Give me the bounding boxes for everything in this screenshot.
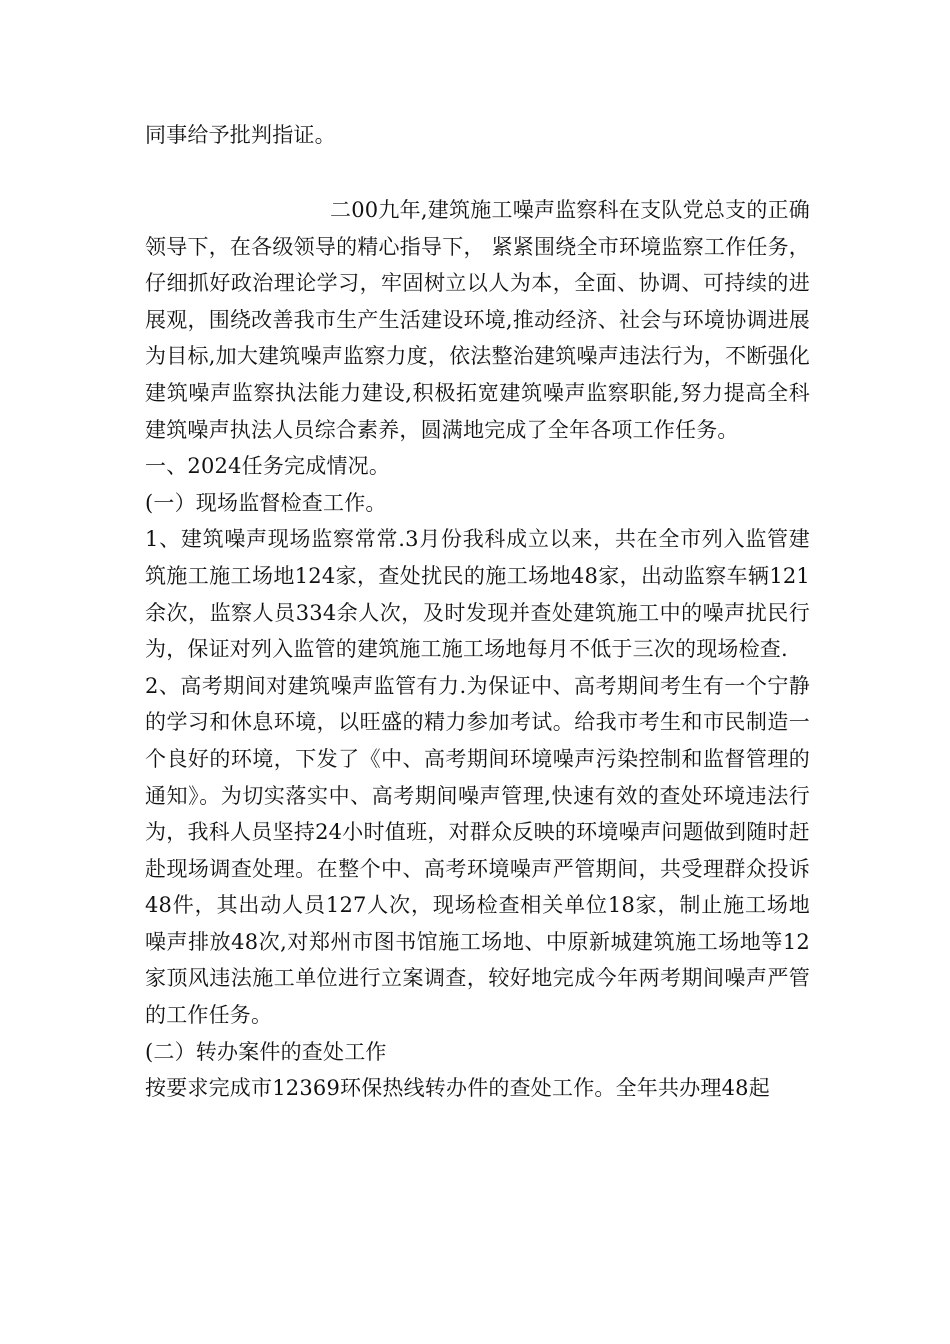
paragraph-item-2: 2、高考期间对建筑噪声监管有力.为保证中、高考期间考生有一个宁静的学习和休息环境，以旺盛的精力参加考试。给我市考生和市民制造一个良好的环境，下发了《中、高考期间环境噪声污染控制和监督管理的通知》。为切实落实中、高考期间噪声管理,快速有效的查处环境违法行为，我科人员坚持24小时值班，对群众反映的环境噪声问题做到随时赶赴现场调查处理。在整个中、高考环境噪声严管期间，共受理群众投诉48件，其出动人员127人次，现场检查相关单位18家，制止施工场地噪声排放48次,对郑州市图书馆施工场地、中原新城建筑施工场地等12家顶风违法施工单位进行立案调查，较好地完成今年两考期间噪声严管的工作任务。 xyxy=(145,673,810,1028)
document-body xyxy=(145,192,810,1107)
paragraph-continuation: 同事给予批判指证。 xyxy=(145,123,336,147)
paragraph-summary: 二00九年,建筑施工噪声监察科在支队党总支的正确领导下，在各级领导的精心指导下， 紧紧围绕全市环境监察工作任务，仔细抓好政治理论学习，牢固树立以人为本，全面、协调、可持续的进展观，围绕改善我市生产生活建设环境,推动经济、社会与环境协调进展为目标,加大建筑噪声监察力度，依法整治建筑噪声违法行为，不断强化建筑噪声监察执法能力建设,积极拓宽建筑噪声监察职能,努力提高全科建筑噪声执法人员综合素养，圆满地完成了全年各项工作任务。 xyxy=(145,198,810,442)
subsection-heading-2: (二）转办案件的查处工作 xyxy=(145,1039,387,1064)
paragraph-item-3: 按要求完成市12369环保热线转办件的查处工作。全年共办理48起 xyxy=(145,1076,770,1101)
section-heading-1: 一、2024任务完成情况。 xyxy=(145,454,391,479)
paragraph-item-1: 1、建筑噪声现场监察常常.3月份我科成立以来，共在全市列入监管建筑施工施工场地124家，查处扰民的施工场地48家，出动监察车辆121余次，监察人员334余人次，及时发现并查处建筑施工中的噪声扰民行为，保证对列入监管的建筑施工施工场地每月不低于三次的现场检查. xyxy=(145,527,810,662)
subsection-heading-1: (一）现场监督检查工作。 xyxy=(145,490,387,515)
document-text-top xyxy=(145,117,810,154)
